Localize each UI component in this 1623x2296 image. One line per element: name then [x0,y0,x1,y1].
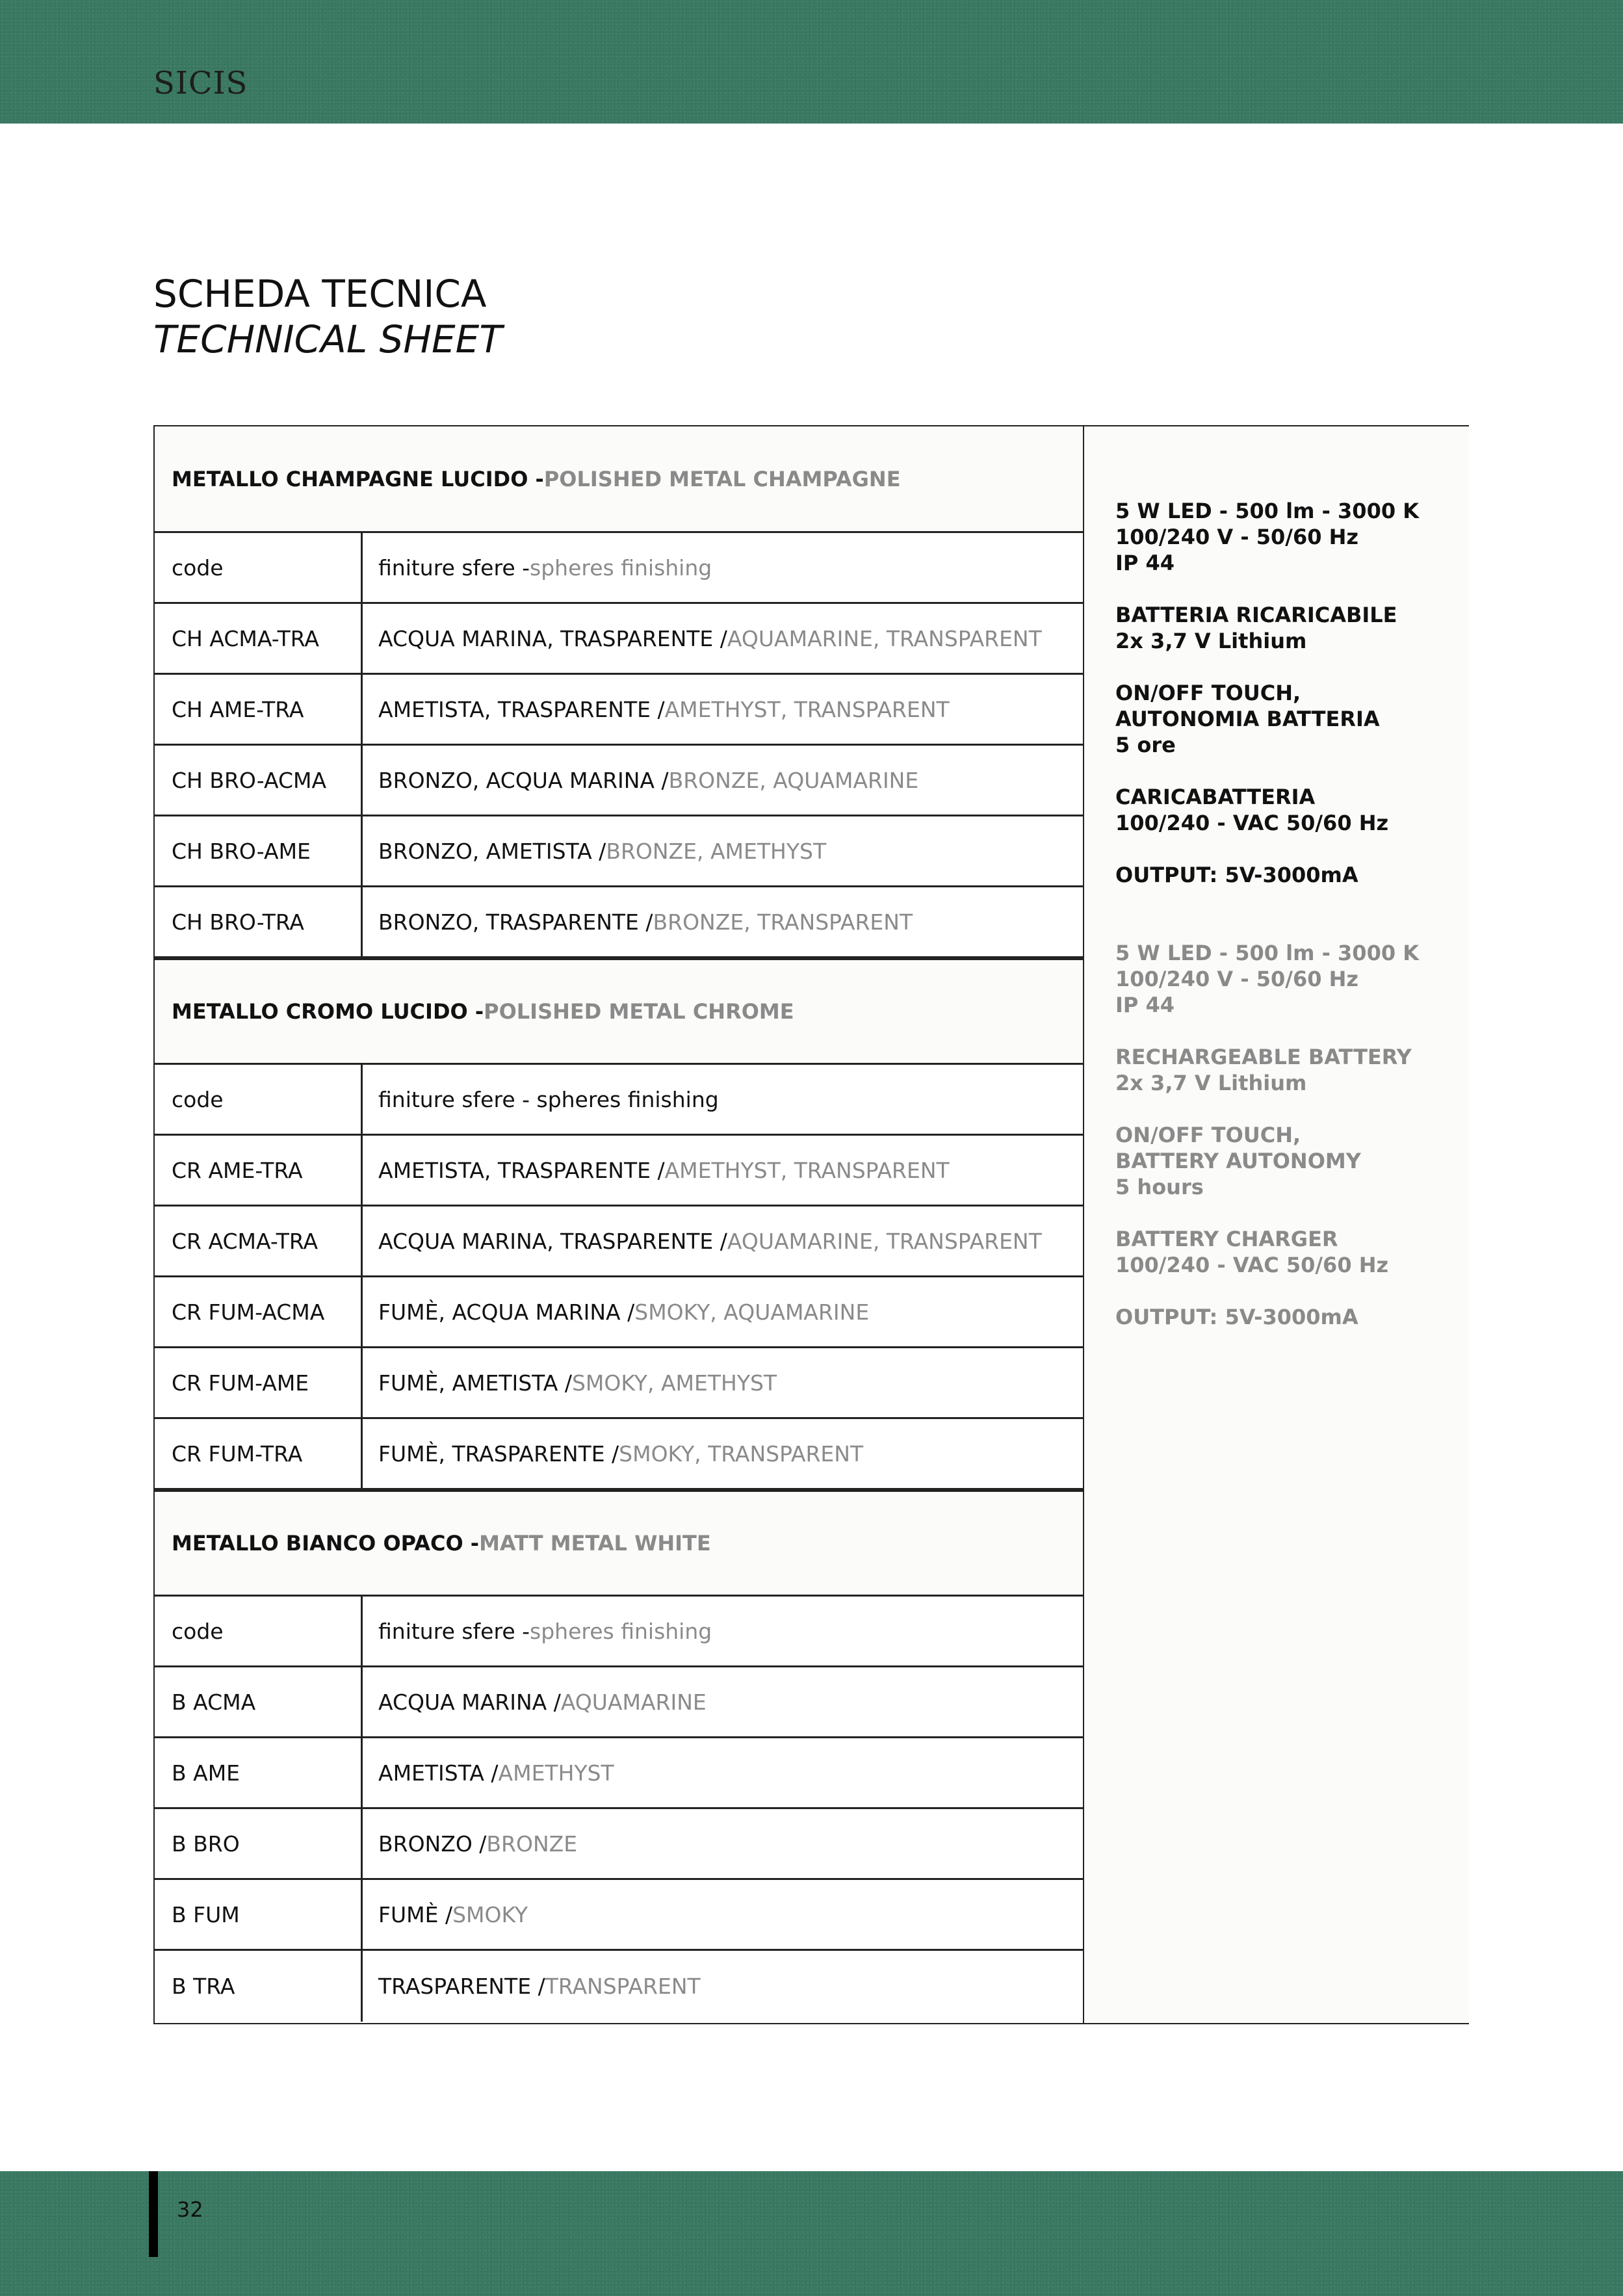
finish-en: AMETHYST, TRANSPARENT [664,1157,950,1183]
finish-cell [363,1667,1083,1736]
code-cell: code [155,533,363,602]
finish-cell [363,1419,1083,1488]
finish-it: FUMÈ, ACQUA MARINA / [378,1299,635,1325]
finish-en: BRONZE, AQUAMARINE [668,767,919,793]
finish-cell [363,746,1083,815]
finish-cell [363,675,1083,744]
table-row [155,1738,1083,1809]
finish-en: BRONZE [486,1831,578,1857]
section-title-it: METALLO CROMO LUCIDO - [172,999,484,1024]
finish-it: FUMÈ, AMETISTA / [378,1370,572,1396]
finish-cell [363,1348,1083,1417]
spec-en-output: OUTPUT: 5V-3000mA [1115,1305,1358,1329]
finish-it: TRASPARENTE / [378,1974,545,1999]
finish-it: FUMÈ / [378,1901,453,1927]
table-row [155,746,1083,816]
finish-cell [363,1136,1083,1205]
section-title-en: POLISHED METAL CHAMPAGNE [543,466,901,491]
table-row [155,1065,1083,1136]
code-cell: B FUM [155,1880,363,1949]
spec-en-touch: ON/OFF TOUCH, BATTERY AUTONOMY 5 hours [1115,1123,1361,1199]
code-cell: CH AME-TRA [155,675,363,744]
section-title-it: METALLO BIANCO OPACO - [172,1531,480,1556]
header-band [0,0,1623,124]
finish-it: ACQUA MARINA, TRASPARENTE / [378,625,727,651]
section-header-white [155,1490,1083,1597]
section-title-en: MATT METAL WHITE [479,1531,711,1556]
table-row [155,533,1083,604]
section-title-it: METALLO CHAMPAGNE LUCIDO - [172,466,544,491]
finishes-column [155,426,1083,2022]
finish-en: AMETHYST, TRANSPARENT [664,696,950,722]
finish-it: ACQUA MARINA, TRASPARENTE / [378,1228,727,1254]
spec-en-power: 5 W LED - 500 lm - 3000 K 100/240 V - 50/60 Hz IP 44 [1115,941,1420,1017]
finish-en: SMOKY [452,1901,528,1927]
table-row [155,1348,1083,1419]
table-row [155,1419,1083,1490]
finish-it: ACQUA MARINA / [378,1689,561,1715]
technical-sheet-table [153,425,1469,2024]
finish-cell [363,1880,1083,1949]
finish-cell [363,1951,1083,2022]
spec-it-battery: BATTERIA RICARICABILE 2x 3,7 V Lithium [1115,603,1397,653]
finish-cell [363,1809,1083,1878]
table-row [155,1880,1083,1951]
table-row [155,1667,1083,1738]
finish-en: SMOKY, TRANSPARENT [619,1441,864,1467]
finish-cell [363,1065,1083,1134]
table-row [155,675,1083,746]
page-number: 32 [177,2197,203,2222]
code-cell: B AME [155,1738,363,1807]
code-cell: code [155,1597,363,1665]
finish-it: finiture sfere - [378,1618,530,1644]
finish-cell [363,604,1083,673]
brand-logo: SICIS [153,65,248,101]
code-cell: B ACMA [155,1667,363,1736]
finish-it: AMETISTA / [378,1760,499,1786]
page-marker-bar [149,2171,158,2257]
code-cell: CR ACMA-TRA [155,1207,363,1275]
code-cell: CH BRO-TRA [155,887,363,956]
table-row [155,816,1083,887]
spec-divider [1115,914,1469,940]
table-row [155,1207,1083,1277]
finish-it: BRONZO, ACQUA MARINA / [378,767,669,793]
finish-it: BRONZO / [378,1831,487,1857]
spec-en-charger: BATTERY CHARGER 100/240 - VAC 50/60 Hz [1115,1227,1389,1277]
code-cell: CR AME-TRA [155,1136,363,1205]
finish-cell [363,1597,1083,1665]
finish-it: finiture sfere - spheres finishing [378,1086,719,1112]
specifications-column [1083,426,1469,2023]
finish-cell [363,1207,1083,1275]
finish-it: BRONZO, TRASPARENTE / [378,909,653,935]
finish-cell [363,1277,1083,1346]
section-title-en: POLISHED METAL CHROME [484,999,794,1024]
finish-en: AQUAMARINE, TRANSPARENT [727,1228,1042,1254]
table-row [155,887,1083,958]
page-title: SCHEDA TECNICA [153,272,487,316]
code-cell: B BRO [155,1809,363,1878]
finish-cell [363,1738,1083,1807]
table-row [155,1809,1083,1880]
finish-en: BRONZE, AMETHYST [606,838,827,864]
finish-en: SMOKY, AMETHYST [571,1370,777,1396]
finish-en: BRONZE, TRANSPARENT [653,909,913,935]
spec-it-charger: CARICABATTERIA 100/240 - VAC 50/60 Hz [1115,785,1389,835]
finish-en: AQUAMARINE [560,1689,707,1715]
finish-en: AMETHYST [498,1760,614,1786]
code-cell: CH BRO-AME [155,816,363,885]
finish-en: spheres finishing [530,1618,712,1644]
finish-en: spheres finishing [530,554,712,581]
finish-it: AMETISTA, TRASPARENTE / [378,696,665,722]
finish-cell [363,533,1083,602]
finish-en: AQUAMARINE, TRANSPARENT [727,625,1042,651]
finish-en: SMOKY, AQUAMARINE [634,1299,870,1325]
finish-cell [363,887,1083,956]
page-subtitle: TECHNICAL SHEET [153,317,502,361]
spec-en-battery: RECHARGEABLE BATTERY 2x 3,7 V Lithium [1115,1045,1412,1095]
table-row [155,1597,1083,1667]
spec-it-power: 5 W LED - 500 lm - 3000 K 100/240 V - 50/60 Hz IP 44 [1115,499,1420,575]
table-row [155,1277,1083,1348]
code-cell: CH ACMA-TRA [155,604,363,673]
code-cell: B TRA [155,1951,363,2022]
code-cell: CH BRO-ACMA [155,746,363,815]
finish-cell [363,816,1083,885]
code-cell: CR FUM-AME [155,1348,363,1417]
section-header-champagne [155,426,1083,533]
code-cell: CR FUM-TRA [155,1419,363,1488]
table-row [155,604,1083,675]
section-header-chrome [155,958,1083,1065]
code-cell: code [155,1065,363,1134]
spec-it-output: OUTPUT: 5V-3000mA [1115,863,1358,887]
footer-band [0,2171,1623,2296]
spec-it-touch: ON/OFF TOUCH, AUTONOMIA BATTERIA 5 ore [1115,681,1380,757]
finish-it: FUMÈ, TRASPARENTE / [378,1441,619,1467]
finish-it: BRONZO, AMETISTA / [378,838,606,864]
finish-it: AMETISTA, TRASPARENTE / [378,1157,665,1183]
finish-it: finiture sfere - [378,554,530,581]
table-row [155,1951,1083,2022]
finish-en: TRANSPARENT [545,1974,701,1999]
table-row [155,1136,1083,1207]
code-cell: CR FUM-ACMA [155,1277,363,1346]
